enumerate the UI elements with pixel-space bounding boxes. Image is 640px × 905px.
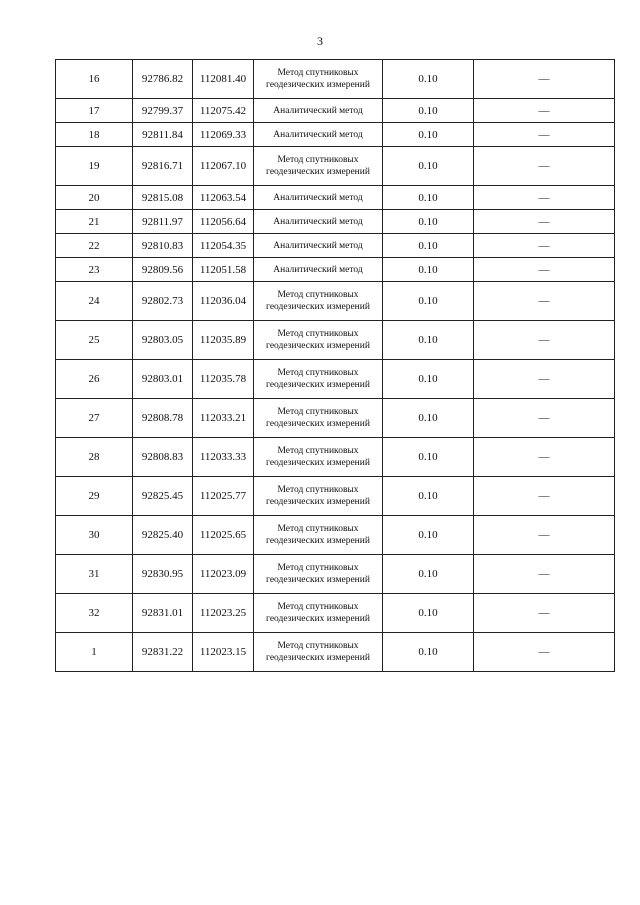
note-cell xyxy=(474,234,615,258)
accuracy-cell: 0.10 xyxy=(383,360,474,399)
dash-mark: — xyxy=(538,529,550,541)
method-text-line: Аналитический метод xyxy=(273,105,363,116)
dash-mark: — xyxy=(538,373,550,385)
accuracy-cell: 0.10 xyxy=(383,594,474,633)
x-coordinate-cell: 92810.83 xyxy=(133,234,193,258)
dash-mark: — xyxy=(538,73,550,85)
note-cell xyxy=(474,321,615,360)
table-body xyxy=(56,60,615,672)
method-cell xyxy=(254,477,383,516)
y-coordinate-cell: 112036.04 xyxy=(193,282,254,321)
point-number-cell: 18 xyxy=(56,123,133,147)
dash-mark: — xyxy=(538,191,550,204)
x-coordinate-cell: 92831.22 xyxy=(133,633,193,672)
note-cell xyxy=(474,258,615,282)
method-cell xyxy=(254,516,383,555)
table-row xyxy=(56,438,615,477)
accuracy-cell: 0.10 xyxy=(383,399,474,438)
method-text-line: Аналитический метод xyxy=(273,192,363,203)
y-coordinate-cell: 112033.21 xyxy=(193,399,254,438)
point-number-cell: 30 xyxy=(56,516,133,555)
x-coordinate-cell: 92825.45 xyxy=(133,477,193,516)
table-row xyxy=(56,60,615,99)
method-cell xyxy=(254,186,383,210)
note-cell xyxy=(474,186,615,210)
point-number-cell: 29 xyxy=(56,477,133,516)
dash-mark: — xyxy=(538,239,550,252)
table-row xyxy=(56,477,615,516)
dash-mark: — xyxy=(538,451,550,463)
dash-mark: — xyxy=(538,334,550,346)
x-coordinate-cell: 92816.71 xyxy=(133,147,193,186)
method-text-line: геодезических измерений xyxy=(266,419,370,429)
dash-mark: — xyxy=(538,568,550,580)
accuracy-cell: 0.10 xyxy=(383,60,474,99)
method-cell xyxy=(254,60,383,99)
point-number-cell: 17 xyxy=(56,99,133,123)
x-coordinate-cell: 92803.01 xyxy=(133,360,193,399)
method-text-line: геодезических измерений xyxy=(266,167,370,177)
note-cell xyxy=(474,360,615,399)
note-cell xyxy=(474,633,615,672)
method-text-line: Метод спутниковых xyxy=(277,407,359,417)
method-cell xyxy=(254,594,383,633)
table-row xyxy=(56,282,615,321)
y-coordinate-cell: 112051.58 xyxy=(193,258,254,282)
method-text-line: Аналитический метод xyxy=(273,240,363,251)
accuracy-cell: 0.10 xyxy=(383,516,474,555)
dash-mark: — xyxy=(538,128,550,141)
x-coordinate-cell: 92831.01 xyxy=(133,594,193,633)
method-text-line: геодезических измерений xyxy=(266,614,370,624)
table-row xyxy=(56,123,615,147)
method-cell xyxy=(254,555,383,594)
method-cell xyxy=(254,210,383,234)
x-coordinate-cell: 92802.73 xyxy=(133,282,193,321)
x-coordinate-cell: 92808.78 xyxy=(133,399,193,438)
method-text-line: геодезических измерений xyxy=(266,302,370,312)
table-row xyxy=(56,594,615,633)
method-cell xyxy=(254,282,383,321)
point-number-cell: 16 xyxy=(56,60,133,99)
table-row xyxy=(56,321,615,360)
point-number-cell: 20 xyxy=(56,186,133,210)
method-text-line: Метод спутниковых xyxy=(277,68,359,78)
x-coordinate-cell: 92808.83 xyxy=(133,438,193,477)
x-coordinate-cell: 92786.82 xyxy=(133,60,193,99)
method-text-line: Метод спутниковых xyxy=(277,329,359,339)
point-number-cell: 21 xyxy=(56,210,133,234)
method-text-line: Аналитический метод xyxy=(273,216,363,227)
note-cell xyxy=(474,438,615,477)
note-cell xyxy=(474,99,615,123)
y-coordinate-cell: 112025.65 xyxy=(193,516,254,555)
method-cell xyxy=(254,633,383,672)
note-cell xyxy=(474,516,615,555)
method-cell xyxy=(254,147,383,186)
y-coordinate-cell: 112025.77 xyxy=(193,477,254,516)
method-text-line: Метод спутниковых xyxy=(277,524,359,534)
x-coordinate-cell: 92825.40 xyxy=(133,516,193,555)
table-row xyxy=(56,258,615,282)
table-row xyxy=(56,516,615,555)
note-cell xyxy=(474,210,615,234)
y-coordinate-cell: 112081.40 xyxy=(193,60,254,99)
table-row xyxy=(56,99,615,123)
x-coordinate-cell: 92830.95 xyxy=(133,555,193,594)
y-coordinate-cell: 112069.33 xyxy=(193,123,254,147)
point-number-cell: 32 xyxy=(56,594,133,633)
accuracy-cell: 0.10 xyxy=(383,282,474,321)
x-coordinate-cell: 92811.84 xyxy=(133,123,193,147)
method-text-line: Аналитический метод xyxy=(273,129,363,140)
coordinates-table xyxy=(55,59,615,672)
y-coordinate-cell: 112075.42 xyxy=(193,99,254,123)
method-text-line: Метод спутниковых xyxy=(277,485,359,495)
table-row xyxy=(56,633,615,672)
method-text-line: геодезических измерений xyxy=(266,458,370,468)
point-number-cell: 19 xyxy=(56,147,133,186)
point-number-cell: 24 xyxy=(56,282,133,321)
y-coordinate-cell: 112035.89 xyxy=(193,321,254,360)
x-coordinate-cell: 92809.56 xyxy=(133,258,193,282)
accuracy-cell: 0.10 xyxy=(383,147,474,186)
dash-mark: — xyxy=(538,215,550,228)
point-number-cell: 1 xyxy=(56,633,133,672)
method-cell xyxy=(254,234,383,258)
dash-mark: — xyxy=(538,646,550,658)
accuracy-cell: 0.10 xyxy=(383,258,474,282)
dash-mark: — xyxy=(538,104,550,117)
y-coordinate-cell: 112023.25 xyxy=(193,594,254,633)
table-row xyxy=(56,555,615,594)
point-number-cell: 28 xyxy=(56,438,133,477)
method-text-line: геодезических измерений xyxy=(266,80,370,90)
method-cell xyxy=(254,399,383,438)
table-row xyxy=(56,399,615,438)
accuracy-cell: 0.10 xyxy=(383,321,474,360)
accuracy-cell: 0.10 xyxy=(383,438,474,477)
table-row xyxy=(56,210,615,234)
point-number-cell: 23 xyxy=(56,258,133,282)
dash-mark: — xyxy=(538,263,550,276)
method-cell xyxy=(254,258,383,282)
y-coordinate-cell: 112056.64 xyxy=(193,210,254,234)
method-text-line: геодезических измерений xyxy=(266,653,370,663)
method-cell xyxy=(254,321,383,360)
y-coordinate-cell: 112054.35 xyxy=(193,234,254,258)
method-cell xyxy=(254,438,383,477)
method-cell xyxy=(254,123,383,147)
dash-mark: — xyxy=(538,160,550,172)
method-text-line: геодезических измерений xyxy=(266,575,370,585)
y-coordinate-cell: 112023.15 xyxy=(193,633,254,672)
method-cell xyxy=(254,99,383,123)
point-number-cell: 27 xyxy=(56,399,133,438)
table-row xyxy=(56,147,615,186)
method-text-line: Метод спутниковых xyxy=(277,641,359,651)
accuracy-cell: 0.10 xyxy=(383,633,474,672)
note-cell xyxy=(474,123,615,147)
note-cell xyxy=(474,594,615,633)
accuracy-cell: 0.10 xyxy=(383,210,474,234)
x-coordinate-cell: 92811.97 xyxy=(133,210,193,234)
method-text-line: Метод спутниковых xyxy=(277,602,359,612)
method-text-line: Аналитический метод xyxy=(273,264,363,275)
point-number-cell: 22 xyxy=(56,234,133,258)
point-number-cell: 26 xyxy=(56,360,133,399)
method-text-line: геодезических измерений xyxy=(266,341,370,351)
dash-mark: — xyxy=(538,490,550,502)
accuracy-cell: 0.10 xyxy=(383,123,474,147)
accuracy-cell: 0.10 xyxy=(383,99,474,123)
accuracy-cell: 0.10 xyxy=(383,555,474,594)
table-row xyxy=(56,360,615,399)
method-text-line: Метод спутниковых xyxy=(277,563,359,573)
dash-mark: — xyxy=(538,295,550,307)
y-coordinate-cell: 112063.54 xyxy=(193,186,254,210)
page-number: 3 xyxy=(317,34,323,48)
note-cell xyxy=(474,282,615,321)
y-coordinate-cell: 112033.33 xyxy=(193,438,254,477)
dash-mark: — xyxy=(538,412,550,424)
table-row xyxy=(56,186,615,210)
method-text-line: геодезических измерений xyxy=(266,380,370,390)
method-text-line: Метод спутниковых xyxy=(277,155,359,165)
table-row xyxy=(56,234,615,258)
method-text-line: Метод спутниковых xyxy=(277,446,359,456)
y-coordinate-cell: 112067.10 xyxy=(193,147,254,186)
note-cell xyxy=(474,147,615,186)
point-number-cell: 31 xyxy=(56,555,133,594)
y-coordinate-cell: 112035.78 xyxy=(193,360,254,399)
note-cell xyxy=(474,60,615,99)
y-coordinate-cell: 112023.09 xyxy=(193,555,254,594)
method-text-line: Метод спутниковых xyxy=(277,290,359,300)
method-text-line: геодезических измерений xyxy=(266,536,370,546)
accuracy-cell: 0.10 xyxy=(383,477,474,516)
note-cell xyxy=(474,477,615,516)
accuracy-cell: 0.10 xyxy=(383,186,474,210)
method-text-line: Метод спутниковых xyxy=(277,368,359,378)
x-coordinate-cell: 92803.05 xyxy=(133,321,193,360)
dash-mark: — xyxy=(538,607,550,619)
x-coordinate-cell: 92815.08 xyxy=(133,186,193,210)
x-coordinate-cell: 92799.37 xyxy=(133,99,193,123)
method-cell xyxy=(254,360,383,399)
accuracy-cell: 0.10 xyxy=(383,234,474,258)
point-number-cell: 25 xyxy=(56,321,133,360)
note-cell xyxy=(474,555,615,594)
note-cell xyxy=(474,399,615,438)
method-text-line: геодезических измерений xyxy=(266,497,370,507)
